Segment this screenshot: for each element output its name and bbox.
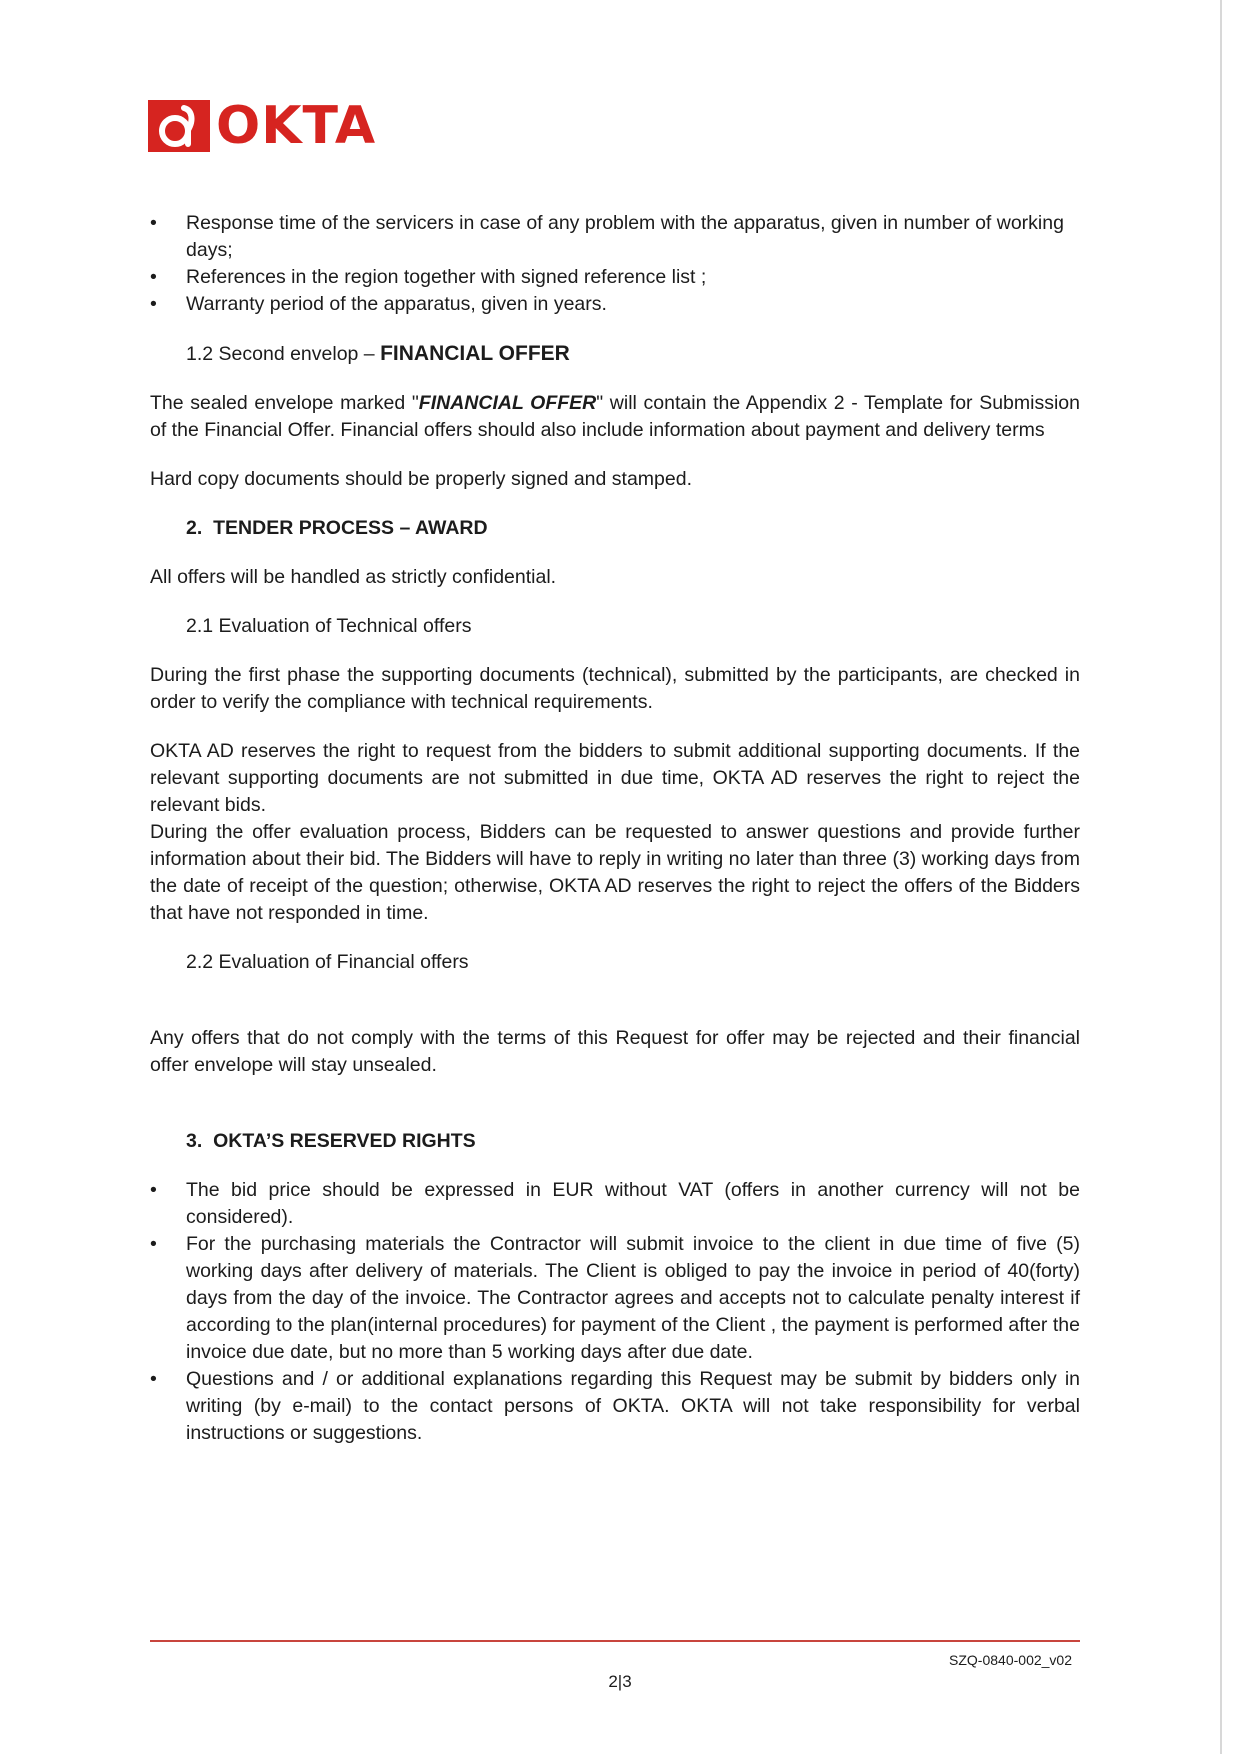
document-code: SZQ-0840-002_v02 (949, 1652, 1072, 1668)
section-2-number: 2. (186, 517, 203, 539)
list-item: • Warranty period of the apparatus, given in years. (150, 291, 1080, 318)
confidential-paragraph: All offers will be handled as strictly confidential. (150, 566, 557, 588)
okta-logo (148, 96, 377, 156)
list-item: • References in the region together with signed reference list ; (150, 264, 1080, 291)
section-1-2-title: FINANCIAL OFFER (380, 342, 570, 365)
list-item: • For the purchasing materials the Contractor will submit invoice to the client in due time of five (5) working days after delivery of materials. The Client is obliged to pay the invoice in period of 40(forty) days from the day of the invoice. The Contractor agrees and accepts not to calculate penalty interest if according to the plan(internal procedures) for payment of the Client , the payment is performed after the invoice due date, but no more than 5 working days after due date. (150, 1231, 1080, 1366)
footer-divider (150, 1640, 1080, 1642)
page-edge (1220, 0, 1222, 1754)
financial-offer-paragraph (150, 390, 1080, 444)
financial-offer-text-c: " will contain the Appendix 2 - Template for Submission of the Financial Offer. Financial offers should also include information about payment and delivery terms (150, 392, 1080, 441)
rejection-paragraph: Any offers that do not comply with the terms of this Request for offer may be rejected and their financial offer envelope will stay unsealed. (150, 1027, 1080, 1076)
first-phase-paragraph: During the first phase the supporting documents (technical), submitted by the participants, are checked in order to verify the compliance with technical requirements. (150, 664, 1080, 713)
list-item: • The bid price should be expressed in EUR without VAT (offers in another currency will not be considered). (150, 1177, 1080, 1231)
intro-bullet-list (150, 210, 1080, 318)
reserves-right-paragraph: OKTA AD reserves the right to request from the bidders to submit additional supporting documents. If the relevant supporting documents are not submitted in due time, OKTA AD reserves the right to reject the relevant bids. (150, 740, 1080, 816)
okta-logo-text: OKTA (216, 96, 377, 156)
list-item: • Questions and / or additional explanations regarding this Request may be submit by bidders only in writing (by e-mail) to the contact persons of OKTA. OKTA will not take responsibility for verbal instructions or suggestions. (150, 1366, 1080, 1447)
section-2-2-heading: 2.2 Evaluation of Financial offers (186, 951, 469, 973)
section-1-2-heading (186, 340, 1080, 368)
section-3-heading (186, 1128, 1080, 1155)
okta-logo-mark (148, 100, 210, 152)
financial-offer-text-a: The sealed envelope marked " (150, 392, 419, 414)
section-2-title: TENDER PROCESS – AWARD (213, 517, 488, 539)
document-body (150, 212, 1080, 1447)
section-3-title: OKTA’S RESERVED RIGHTS (213, 1130, 476, 1152)
section-2-1-heading: 2.1 Evaluation of Technical offers (186, 615, 472, 637)
section-1-2-prefix: 1.2 Second envelop – (186, 343, 381, 365)
section-3-number: 3. (186, 1130, 203, 1152)
reserved-rights-list (150, 1177, 1080, 1447)
list-item: • Response time of the servicers in case of any problem with the apparatus, given in number of working days; (150, 210, 1080, 264)
page-number: 2|3 (608, 1672, 632, 1691)
evaluation-process-paragraph: During the offer evaluation process, Bidders can be requested to answer questions and provide further information about their bid. The Bidders will have to reply in writing no later than three (3) working days from the date of receipt of the question; otherwise, OKTA AD reserves the right to reject the offers of the Bidders that have not responded in time. (150, 821, 1080, 924)
section-2-heading (186, 515, 1080, 542)
financial-offer-emphasis: FINANCIAL OFFER (418, 392, 597, 414)
hard-copy-paragraph: Hard copy documents should be properly signed and stamped. (150, 468, 692, 490)
